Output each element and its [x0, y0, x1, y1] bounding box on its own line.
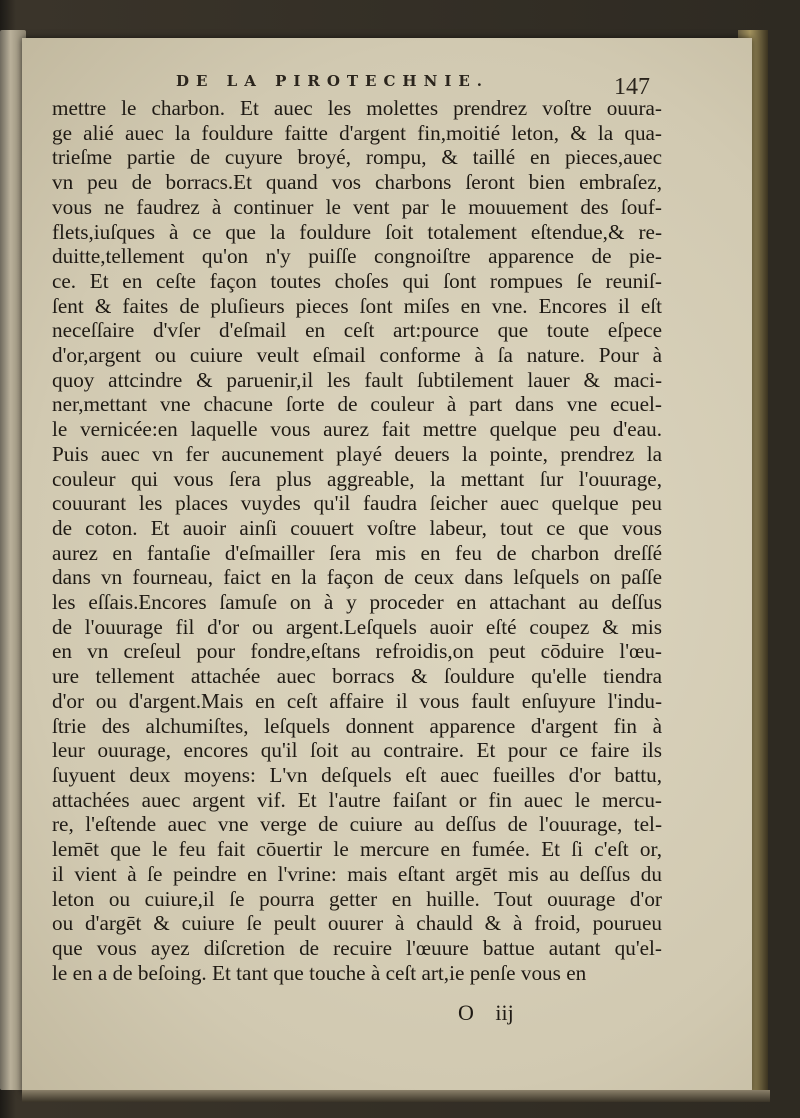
text-line: de coton. Et auoir ainſi couuert voſtre labeur, tout ce que vous: [52, 515, 662, 540]
text-line: que vous ayez diſcretion de recuire l'œuure battue autant qu'el-: [52, 935, 662, 960]
text-line: de l'ouurage fil d'or ou argent.Leſquels auoir eſté coupez & mis: [52, 614, 662, 639]
text-line: vous ne faudrez à continuer le vent par le mouuement des ſouf-: [52, 194, 662, 219]
text-line: ſtrie des alchumiſtes, leſquels donnent apparence d'argent fin à: [52, 713, 662, 738]
text-line: leur ouurage, encores qu'il ſoit au contraire. Et pour ce faire ils: [52, 738, 662, 763]
text-line: lemēt que le feu fait cōuertir le mercure en fumée. Et ſi c'eſt or,: [52, 837, 662, 862]
text-line: ce. Et en ceſte façon toutes choſes qui ſont rompues ſe reuniſ-: [52, 268, 662, 293]
text-line: couleur qui vous ſera plus aggreable, la mettant ſur l'ouurage,: [52, 466, 662, 491]
text-line: neceſſaire d'vſer d'eſmail en ceſt art:pource que toute eſpece: [52, 318, 662, 343]
text-line: attachées auec argent vif. Et l'autre faiſant or fin auec le mercu-: [52, 787, 662, 812]
text-line: leton ou cuiure,il ſe pourra getter en huille. Tout ouurage d'or: [52, 886, 662, 911]
text-line: le vernicée:en laquelle vous aurez fait mettre quelque peu d'eau.: [52, 417, 662, 442]
text-line: quoy attcindre & paruenir,il les fault ſubtilement lauer & maci-: [52, 367, 662, 392]
running-title: DE LA PIROTECHNIE.: [176, 72, 489, 90]
text-line: d'or ou d'argent.Mais en ceſt affaire il vous fault enſuyure l'indu-: [52, 688, 662, 713]
text-line: vn peu de borracs.Et quand vos charbons ſeront bien embraſez,: [52, 170, 662, 195]
text-line: ſent & faites de pluſieurs pieces ſont miſes en vne. Encores il eſt: [52, 293, 662, 318]
text-line: Puis auec vn fer aucunement playé deuers la pointe, prendrez la: [52, 441, 662, 466]
text-line: mettre le charbon. Et auec les molettes prendrez voſtre ouura-: [52, 96, 662, 120]
signature-mark: O iij: [458, 1000, 514, 1025]
text-line: ſuyuent deux moyens: L'vn deſquels eſt auec fueilles d'or battu,: [52, 762, 662, 787]
text-line: trieſme partie de cuyure broyé, rompu, & taillé en pieces,auec: [52, 145, 662, 170]
text-line: ge alié auec la fouldure faitte d'argent fin,moitié leton, & la qua-: [52, 120, 662, 145]
text-line: re, l'eſtende auec vne verge de cuiure au deſſus de l'ouurage, tel-: [52, 812, 662, 837]
text-line: les eſſais.Encores ſamuſe on à y proceder en attachant au deſſus: [52, 590, 662, 615]
text-line: dans vn fourneau, faict en la façon de ceux dans leſquels on paſſe: [52, 565, 662, 590]
text-line: d'or,argent ou cuiure veult eſmail conforme à ſa nature. Pour à: [52, 343, 662, 368]
text-line: aurez en fantaſie d'eſmailler ſera mis en feu de charbon dreſſé: [52, 540, 662, 565]
bottom-page-edge: [22, 1090, 770, 1102]
text-line: duitte,tellement qu'on n'y puiſſe congnoiſtre apparence de pie-: [52, 244, 662, 269]
text-line: couurant les places vuydes qu'il faudra ſeicher auec quelque peu: [52, 491, 662, 516]
body-text: [52, 96, 662, 985]
text-line: ou d'argēt & cuiure ſe peult ouurer à chauld & à froid, pourueu: [52, 911, 662, 936]
text-line: ner,mettant vne chacune ſorte de couleur à part dans vne ecuel-: [52, 392, 662, 417]
text-line: en vn creſeul pour fondre,eſtans refroidis,on peut cōduire l'œu-: [52, 639, 662, 664]
text-line: flets,iuſques à ce que la fouldure ſoit totalement eſtendue,& re-: [52, 219, 662, 244]
text-line: ure tellement attachée auec borracs & ſouldure qu'elle tiendra: [52, 664, 662, 689]
text-line: le en a de beſoing. Et tant que touche à ceſt art,ie penſe vous en: [52, 960, 587, 985]
text-line: il vient à ſe peindre en l'vrine: mais eſtant argēt mis au deſſus du: [52, 861, 662, 886]
page-number: 147: [614, 74, 650, 100]
